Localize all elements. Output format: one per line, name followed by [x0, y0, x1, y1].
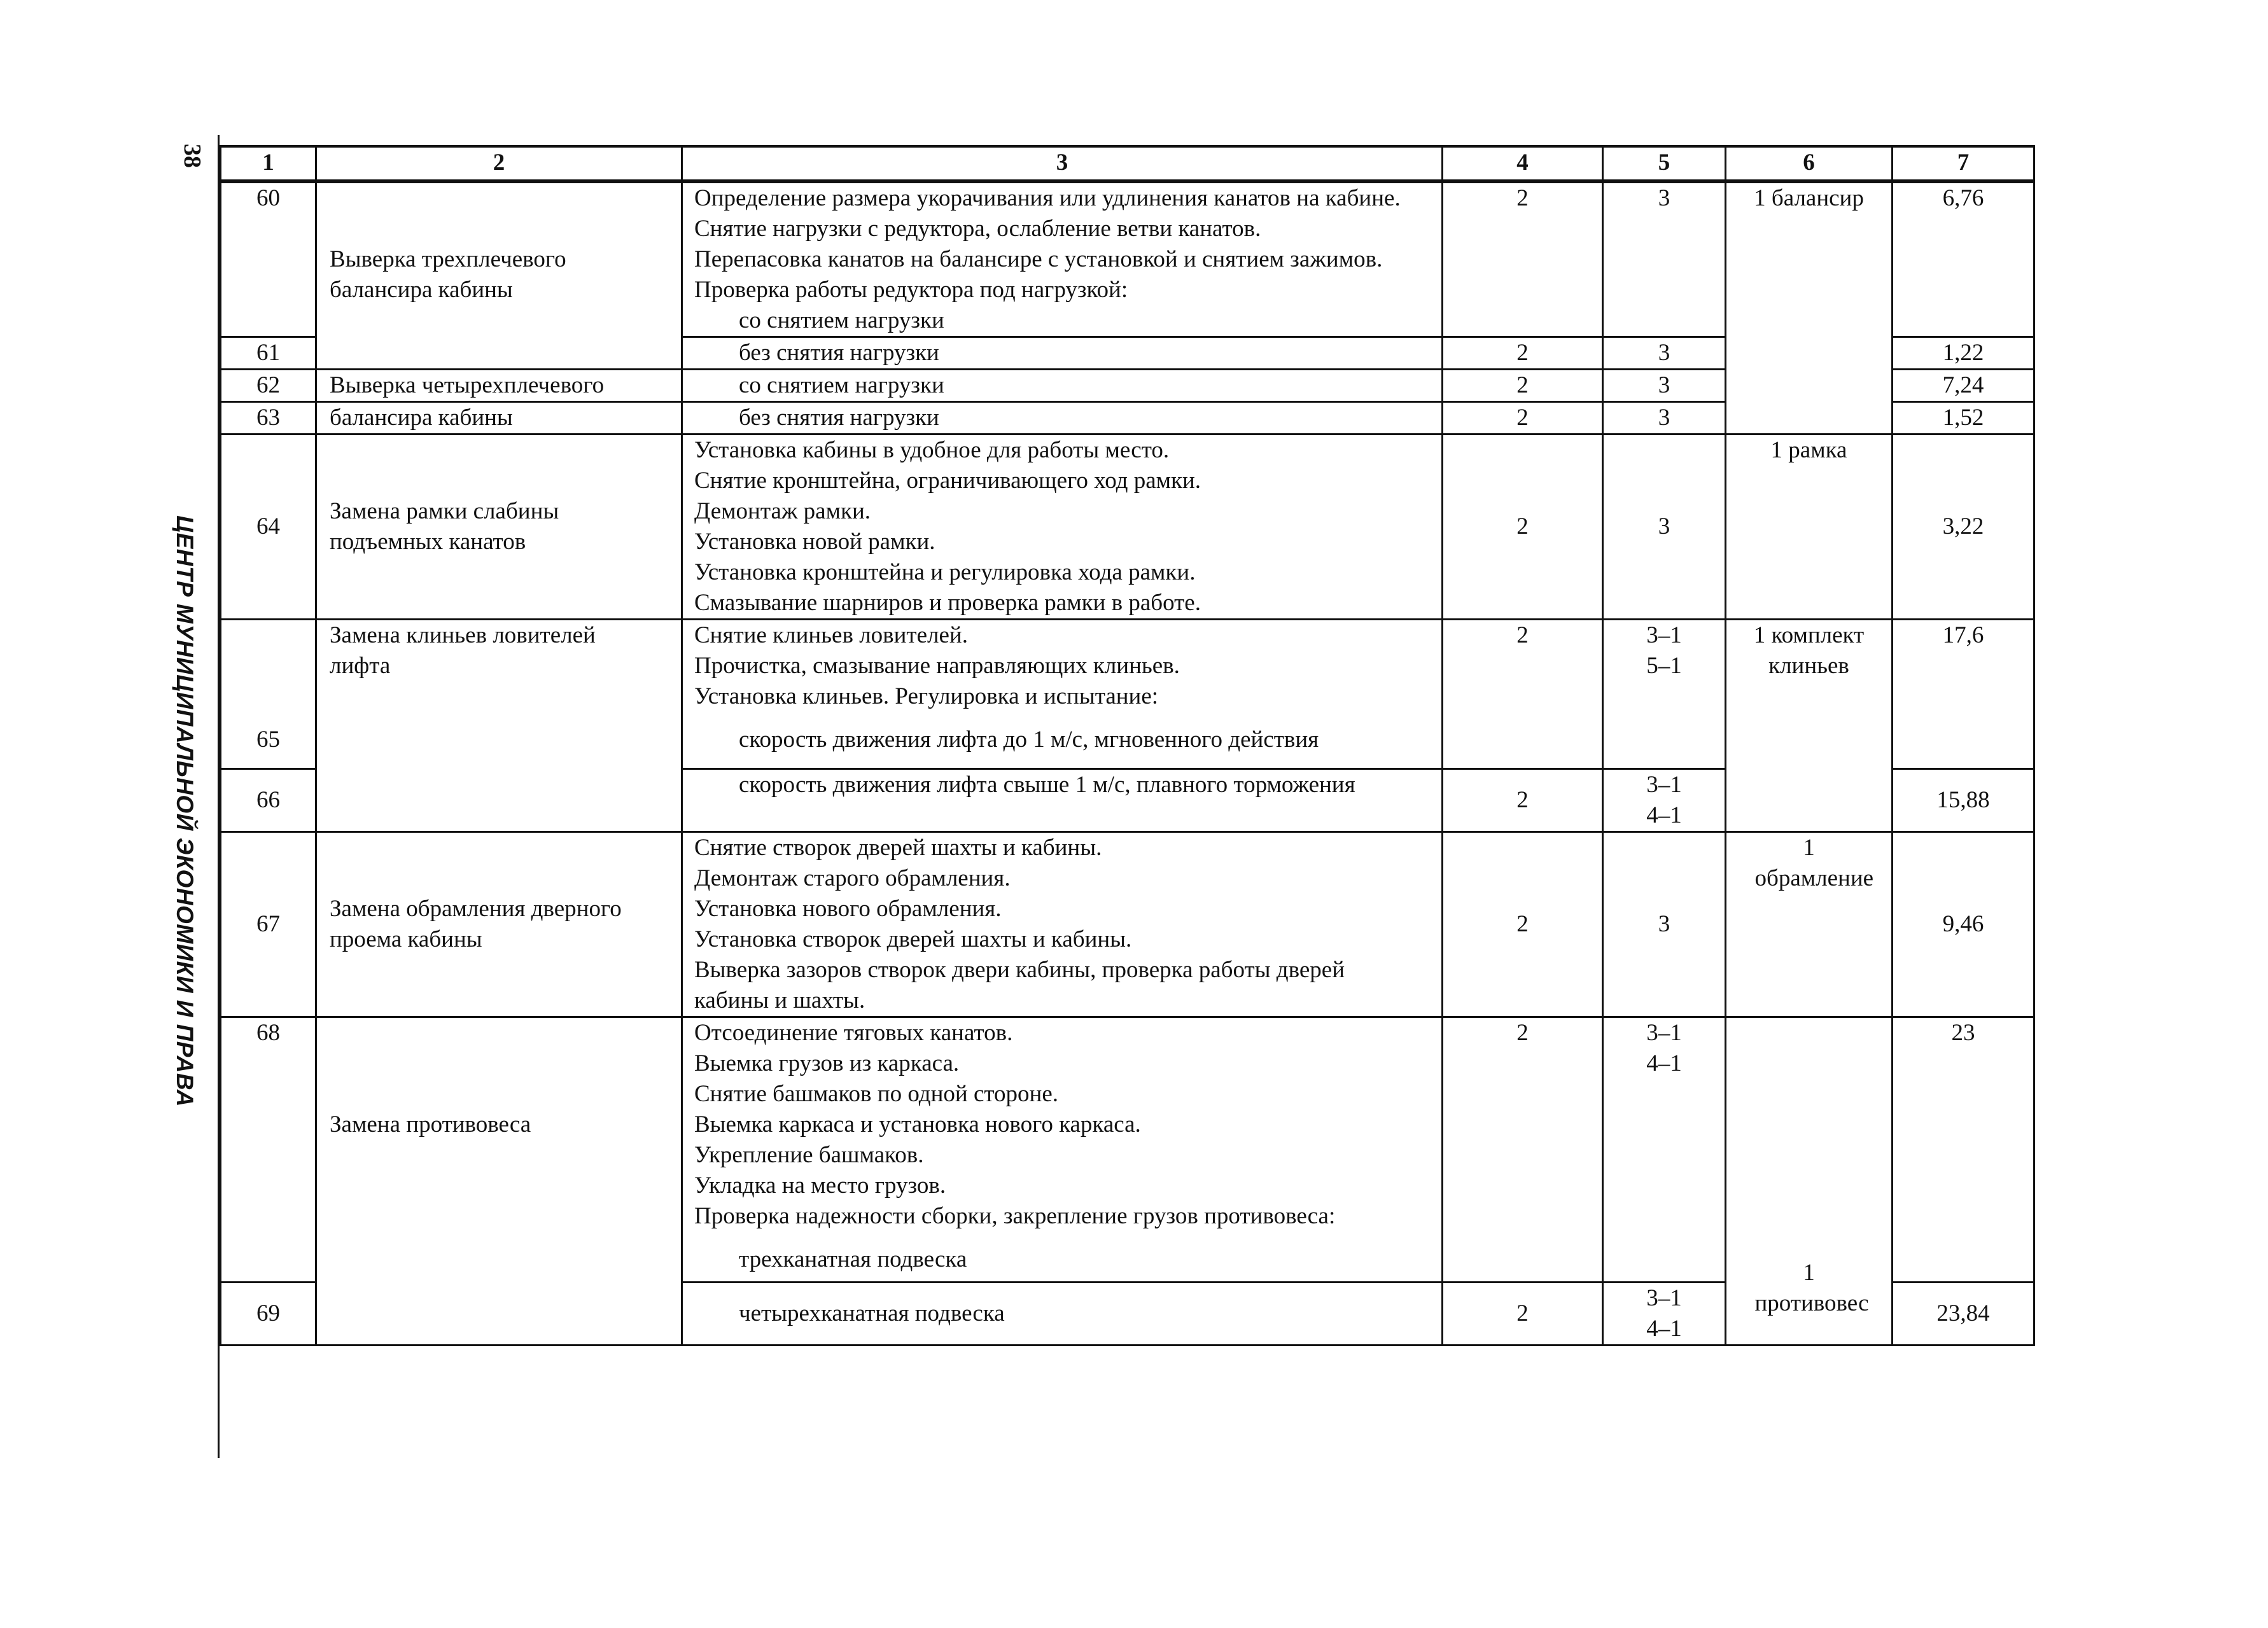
col5-value-bottom: 4–1 [1646, 1050, 1682, 1076]
row-number: 62 [221, 370, 316, 402]
col5-value: 3 [1603, 402, 1726, 435]
work-subline: четырехканатная подвеска [682, 1283, 1443, 1346]
col5-value-top: 3–1 [1646, 1020, 1682, 1046]
work-line: Установка клиньев. Регулировка и испытание: [694, 683, 1159, 709]
work-name [316, 435, 682, 620]
work-name [316, 181, 682, 370]
header-col-5: 5 [1603, 146, 1726, 181]
work-subline: со снятием нагрузки [682, 370, 1443, 402]
col7-value: 3,22 [1893, 435, 2034, 620]
work-line: Снятие кронштейна, ограничивающего ход рамки. [694, 468, 1201, 494]
work-line: Укладка на место грузов. [694, 1172, 946, 1199]
col4-value: 2 [1443, 337, 1603, 370]
row-number: 67 [221, 832, 316, 1017]
col7-value: 1,22 [1893, 337, 2034, 370]
header-row [221, 146, 2034, 181]
work-line: Демонтаж старого обрамления. [694, 865, 1011, 891]
col5-value [1603, 769, 1726, 832]
work-line: Проверка работы редуктора под нагрузкой: [694, 277, 1128, 303]
header-col-2: 2 [316, 146, 682, 181]
col5-value-bottom: 4–1 [1646, 802, 1682, 828]
col4-value: 2 [1443, 181, 1603, 337]
table-row-64 [221, 435, 2034, 620]
work-line: Выверка зазоров створок двери кабины, проверка работы дверей кабины и шахты. [694, 957, 1345, 1013]
work-line: Перепасовка канатов на балансире с установкой и снятием зажимов. [694, 246, 1383, 272]
unit-measure-text: 1 комплект клиньев [1753, 622, 1865, 679]
work-line: Выемка каркаса и установка нового каркаса. [694, 1111, 1141, 1138]
col4-value: 2 [1443, 435, 1603, 620]
header-col-4: 4 [1443, 146, 1603, 181]
table-row-65 [221, 620, 2034, 769]
col4-value: 2 [1443, 370, 1603, 402]
work-description [682, 181, 1443, 337]
work-name [316, 620, 682, 832]
row-number: 63 [221, 402, 316, 435]
work-line: Прочистка, смазывание направляющих клиньев. [694, 653, 1180, 679]
col4-value: 2 [1443, 620, 1603, 769]
unit-measure-text: 1 противовес [1754, 1260, 1869, 1316]
work-line: Установка кронштейна и регулировка хода рамки. [694, 559, 1196, 585]
header-col-3: 3 [682, 146, 1443, 181]
work-line: Установка нового обрамления. [694, 896, 1002, 922]
work-name: Выверка четырехплечевого [316, 370, 682, 402]
col5-value: 3 [1603, 181, 1726, 337]
work-line: Установка кабины в удобное для работы место. [694, 437, 1170, 463]
work-subline: скорость движения лифта до 1 м/с, мгновенного действия [739, 727, 1319, 753]
header-col-6: 6 [1726, 146, 1893, 181]
work-subline-text: скорость движения лифта свыше 1 м/с, плавного торможения [739, 772, 1355, 798]
col4-value: 2 [1443, 769, 1603, 832]
row-number: 64 [221, 435, 316, 620]
col7-value: 7,24 [1893, 370, 2034, 402]
work-subline: без снятия нагрузки [682, 337, 1443, 370]
col4-value: 2 [1443, 1283, 1603, 1346]
work-line: Отсоединение тяговых канатов. [694, 1020, 1013, 1046]
unit-measure: 1 балансир [1726, 181, 1893, 435]
table-row-68 [221, 1017, 2034, 1283]
work-line: Снятие нагрузки с редуктора, ослабление ветви канатов. [694, 216, 1261, 242]
col5-value: 3 [1603, 435, 1726, 620]
row-number: 66 [221, 769, 316, 832]
row-number: 69 [221, 1283, 316, 1346]
col7-value: 9,46 [1893, 832, 2034, 1017]
work-name-text: Замена обрамления дверного проема кабины [330, 896, 622, 952]
work-name [316, 832, 682, 1017]
col4-value: 2 [1443, 402, 1603, 435]
col4-value: 2 [1443, 1017, 1603, 1283]
header-col-7: 7 [1893, 146, 2034, 181]
col5-value [1603, 1283, 1726, 1346]
col5-value: 3 [1603, 370, 1726, 402]
work-description [682, 620, 1443, 769]
col7-value: 17,6 [1893, 620, 2034, 769]
work-line: Выемка грузов из каркаса. [694, 1050, 960, 1076]
col5-value-top: 3–1 [1646, 622, 1682, 648]
work-line: Снятие створок дверей шахты и кабины. [694, 835, 1102, 861]
work-subline [682, 769, 1443, 832]
work-name-text: Замена клиньев ловителей лифта [330, 622, 596, 679]
work-line: Установка новой рамки. [694, 529, 935, 555]
col5-value-top: 3–1 [1646, 1285, 1682, 1311]
norms-table [220, 145, 2035, 1346]
work-line: Проверка надежности сборки, закрепление грузов противовеса: [694, 1203, 1336, 1229]
work-line: Демонтаж рамки. [694, 498, 871, 524]
col7-value: 23,84 [1893, 1283, 2034, 1346]
unit-measure [1726, 620, 1893, 832]
col5-value [1603, 620, 1726, 769]
work-subline: со снятием нагрузки [739, 307, 944, 333]
work-line: Снятие клиньев ловителей. [694, 622, 968, 648]
work-line: Укрепление башмаков. [694, 1142, 924, 1168]
col5-value-bottom: 5–1 [1646, 653, 1682, 679]
table-row-60 [221, 181, 2034, 337]
work-name-text: Выверка трехплечевого балансира кабины [330, 246, 566, 303]
work-name-text: Замена рамки слабины подъемных канатов [330, 498, 559, 555]
unit-measure [1726, 832, 1893, 1017]
work-line: Снятие башмаков по одной стороне. [694, 1081, 1059, 1107]
row-number: 65 [221, 620, 316, 769]
header-col-1: 1 [221, 146, 316, 181]
col7-value: 15,88 [1893, 769, 2034, 832]
work-subline: без снятия нагрузки [682, 402, 1443, 435]
col5-value-bottom: 4–1 [1646, 1316, 1682, 1342]
work-subline: трехканатная подвеска [739, 1246, 967, 1272]
col5-value: 3 [1603, 832, 1726, 1017]
col5-value-top: 3–1 [1646, 772, 1682, 798]
row-number: 68 [221, 1017, 316, 1283]
work-line: Определение размера укорачивания или удлинения канатов на кабине. [694, 185, 1401, 211]
work-name: балансира кабины [316, 402, 682, 435]
unit-measure: 1 рамка [1726, 435, 1893, 620]
col4-value: 2 [1443, 832, 1603, 1017]
col7-value: 1,52 [1893, 402, 2034, 435]
col7-value: 6,76 [1893, 181, 2034, 337]
work-name: Замена противовеса [316, 1017, 682, 1346]
work-line: Установка створок дверей шахты и кабины. [694, 926, 1132, 952]
row-number: 61 [221, 337, 316, 370]
row-number: 60 [221, 181, 316, 337]
work-description [682, 832, 1443, 1017]
col5-value [1603, 1017, 1726, 1283]
col5-value: 3 [1603, 337, 1726, 370]
unit-measure-text: 1 обрамление [1754, 835, 1874, 891]
unit-measure [1726, 1017, 1893, 1346]
page-number: 38 [179, 144, 206, 168]
work-description [682, 435, 1443, 620]
col7-value: 23 [1893, 1017, 2034, 1283]
work-description [682, 1017, 1443, 1283]
work-line: Смазывание шарниров и проверка рамки в работе. [694, 590, 1201, 616]
side-title: ЦЕНТР МУНИЦИПАЛЬНОЙ ЭКОНОМИКИ И ПРАВА [172, 515, 198, 1107]
table-row-67 [221, 832, 2034, 1017]
